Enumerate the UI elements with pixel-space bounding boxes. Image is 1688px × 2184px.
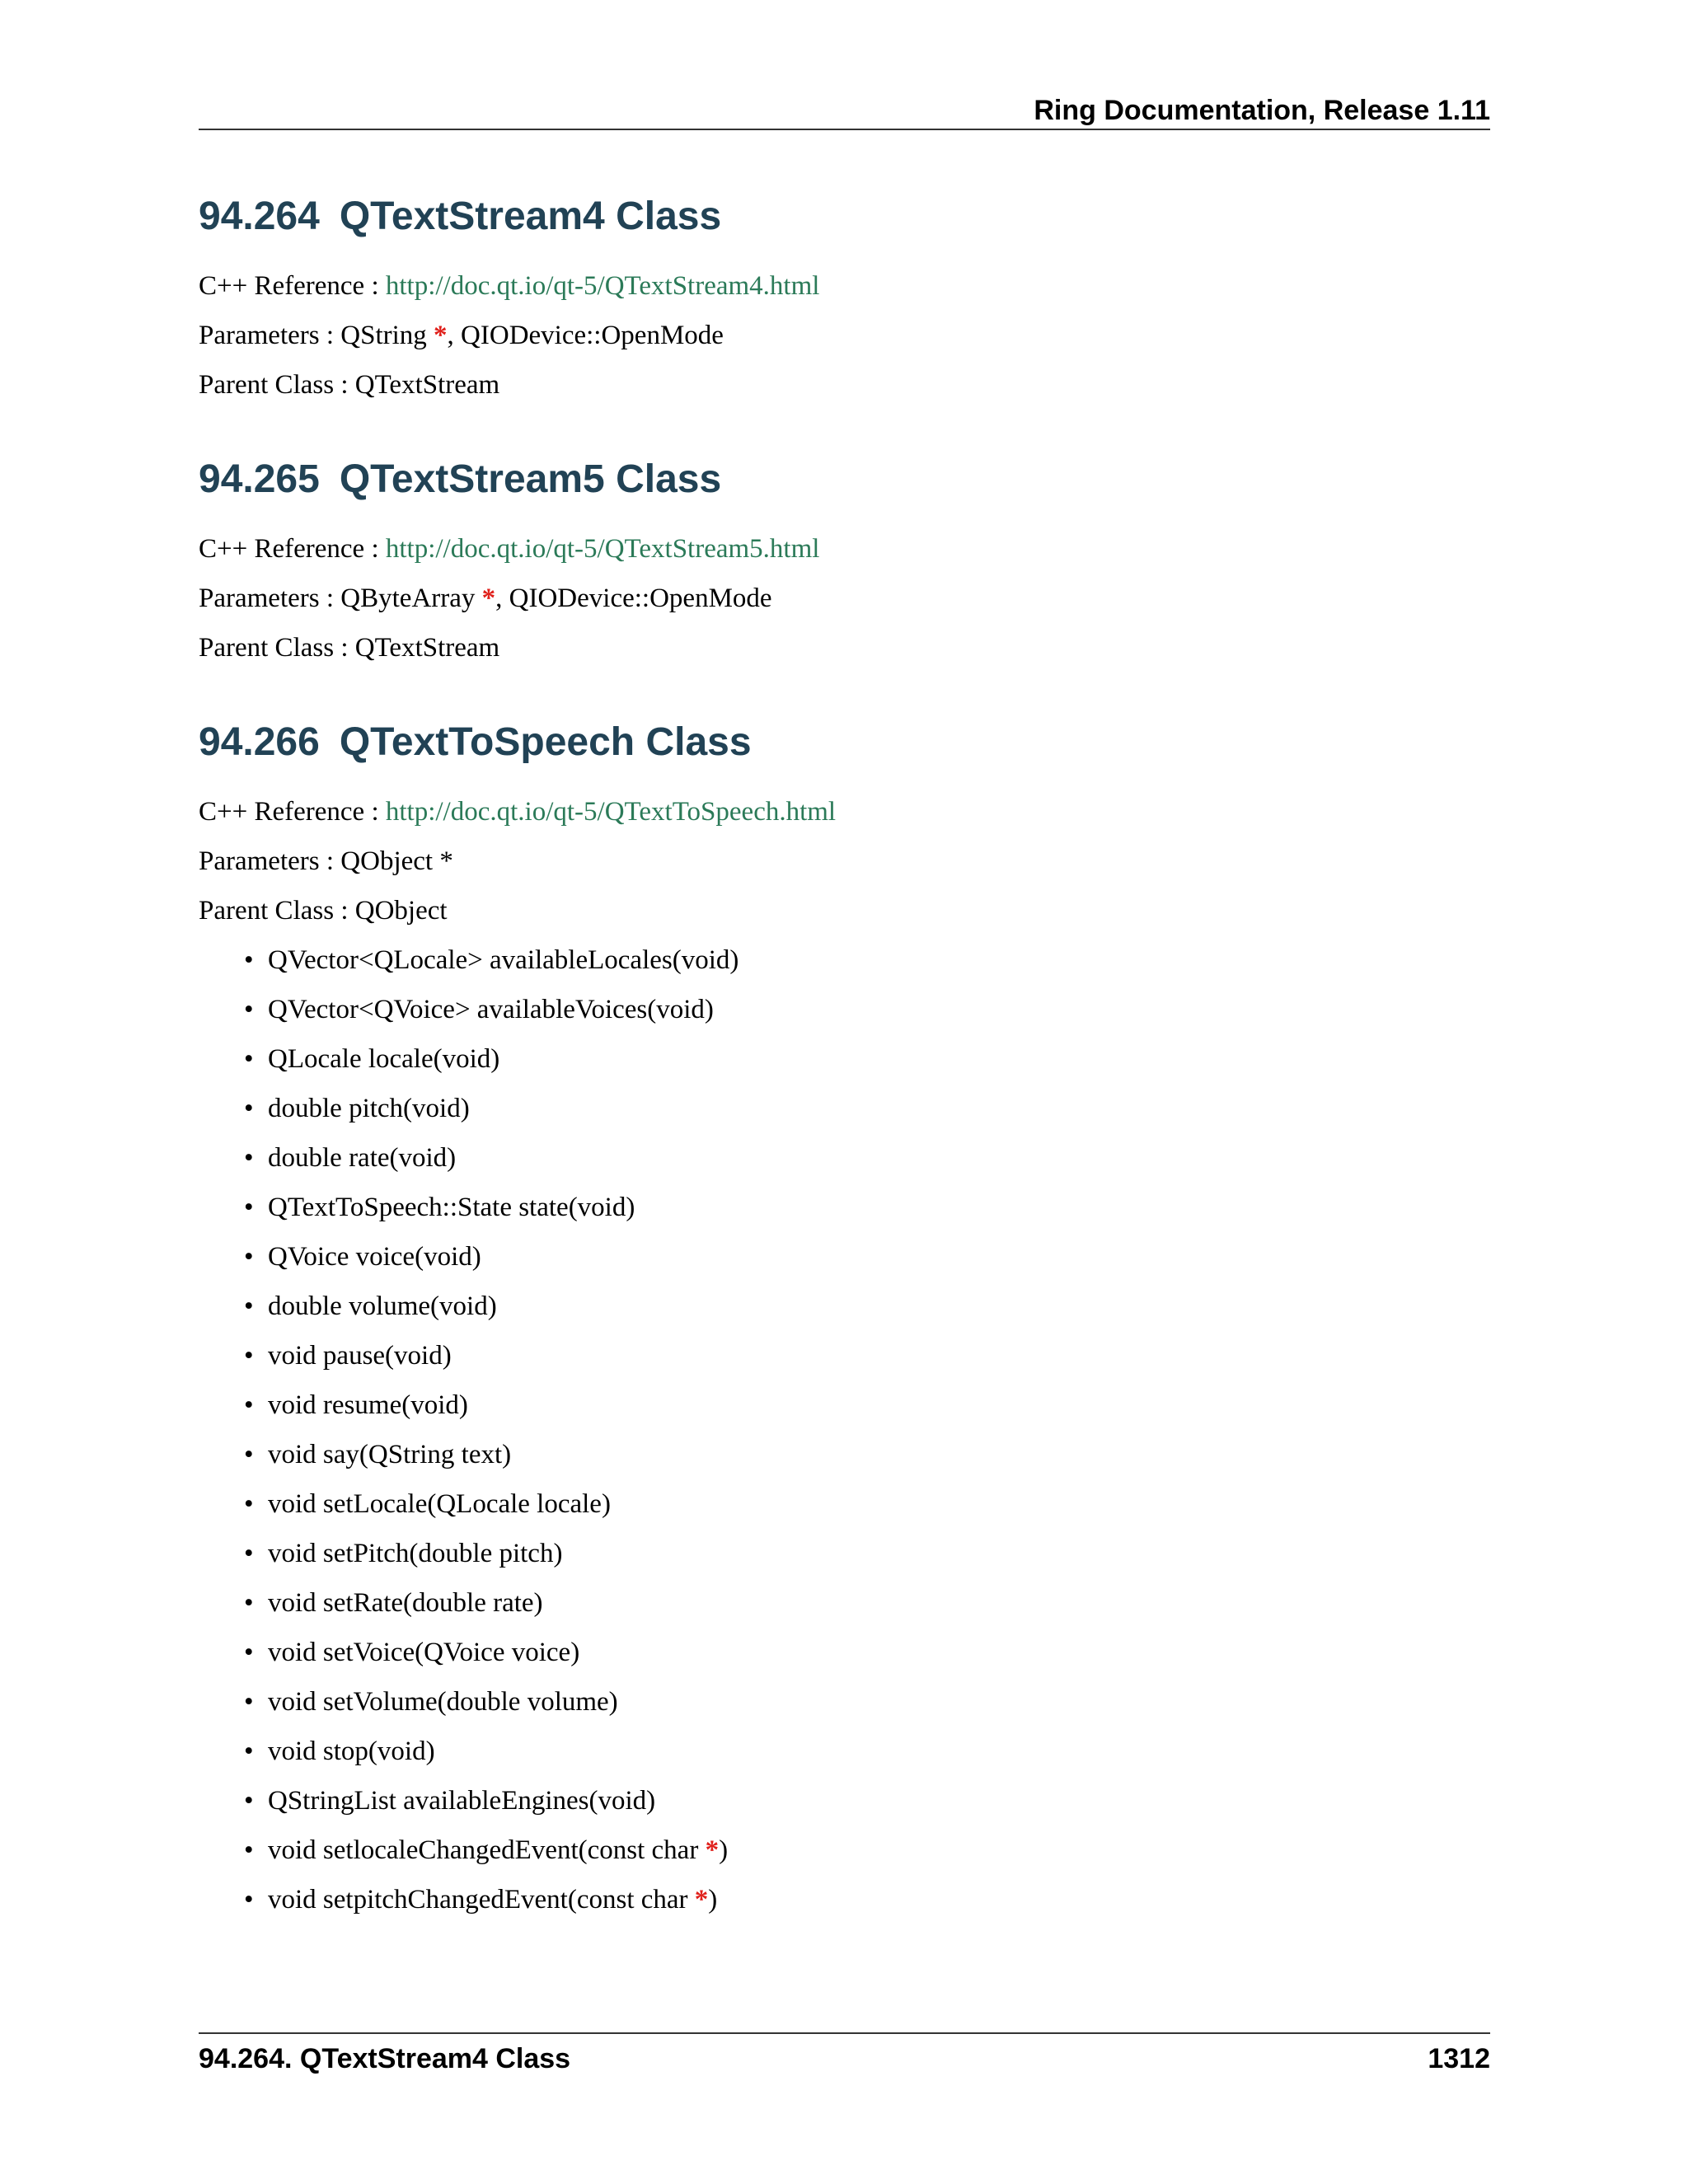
running-title: Ring Documentation, Release 1.11 — [1034, 95, 1490, 126]
method-item — [244, 1537, 1490, 1570]
bullet-icon: • — [244, 1539, 254, 1568]
parameters-label: Parameters : — [199, 583, 341, 613]
method-signature: void say(QString text) — [268, 1440, 512, 1469]
page-footer — [199, 2032, 1490, 2082]
bullet-icon: • — [244, 1786, 254, 1816]
footer-section-title: 94.264. QTextStream4 Class — [199, 2043, 571, 2074]
method-signature: QVector<QLocale> availableLocales(void) — [268, 945, 739, 975]
parent-value: QTextStream — [354, 370, 500, 400]
pointer-star: * — [481, 583, 496, 613]
reference-link[interactable]: http://doc.qt.io/qt-5/QTextStream5.html — [385, 534, 820, 564]
document-content — [199, 181, 1490, 1933]
parent-class-line — [199, 894, 1490, 927]
bullet-icon: • — [244, 1094, 254, 1123]
method-item — [244, 1191, 1490, 1224]
method-item — [244, 944, 1490, 977]
method-signature: void setpitchChangedEvent(const char — [268, 1885, 695, 1915]
reference-link[interactable]: http://doc.qt.io/qt-5/QTextToSpeech.html — [385, 797, 837, 827]
method-signature: void setVolume(double volume) — [268, 1687, 618, 1717]
method-item — [244, 1141, 1490, 1174]
section-title: QTextToSpeech Class — [339, 720, 752, 764]
method-item — [244, 1636, 1490, 1669]
bullet-icon: • — [244, 995, 254, 1024]
method-signature: void pause(void) — [268, 1341, 452, 1371]
parent-label: Parent Class : — [199, 633, 355, 663]
method-signature: void setLocale(QLocale locale) — [268, 1489, 611, 1519]
method-item — [244, 993, 1490, 1026]
method-signature: QVector<QVoice> availableVoices(void) — [268, 995, 714, 1024]
method-signature: QVoice voice(void) — [268, 1242, 481, 1272]
parameters-line — [199, 582, 1490, 615]
section-number: 94.266 — [199, 720, 320, 764]
section-number: 94.265 — [199, 457, 320, 501]
reference-link[interactable]: http://doc.qt.io/qt-5/QTextStream4.html — [385, 271, 820, 301]
section-qtextstream4 — [199, 194, 1490, 401]
method-item — [244, 1240, 1490, 1273]
parameters-rest: , QIODevice::OpenMode — [447, 321, 724, 350]
method-signature: void resume(void) — [268, 1390, 468, 1420]
parent-class-line — [199, 631, 1490, 664]
parameters-value: QObject * — [340, 846, 453, 876]
method-signature: void stop(void) — [268, 1736, 435, 1766]
parent-value: QTextStream — [354, 633, 500, 663]
method-signature: QStringList availableEngines(void) — [268, 1786, 656, 1816]
method-signature: double rate(void) — [268, 1143, 457, 1173]
bullet-icon: • — [244, 1835, 254, 1865]
bullet-icon: • — [244, 1588, 254, 1618]
parent-label: Parent Class : — [199, 896, 355, 926]
method-item — [244, 1339, 1490, 1372]
pointer-star: * — [705, 1835, 720, 1865]
method-item — [244, 1834, 1490, 1867]
bullet-icon: • — [244, 1489, 254, 1519]
bullet-icon: • — [244, 1440, 254, 1469]
pointer-star: * — [434, 321, 448, 350]
bullet-icon: • — [244, 1687, 254, 1717]
bullet-icon: • — [244, 1885, 254, 1915]
reference-line — [199, 269, 1490, 302]
reference-label: C++ Reference : — [199, 271, 386, 301]
pointer-star: * — [694, 1885, 709, 1915]
page-number: 1312 — [1428, 2043, 1490, 2074]
method-signature-end: ) — [708, 1885, 718, 1915]
parent-label: Parent Class : — [199, 370, 355, 400]
section-heading — [199, 194, 1490, 240]
method-signature: void setlocaleChangedEvent(const char — [268, 1835, 706, 1865]
method-signature: double pitch(void) — [268, 1094, 470, 1123]
method-list — [199, 944, 1490, 1916]
section-qtexttospeech — [199, 719, 1490, 1916]
parameters-line — [199, 845, 1490, 878]
method-signature: void setRate(double rate) — [268, 1588, 543, 1618]
parent-class-line — [199, 368, 1490, 401]
parameters-line — [199, 319, 1490, 352]
section-title: QTextStream4 Class — [339, 194, 722, 238]
method-item — [244, 1438, 1490, 1471]
method-signature: QLocale locale(void) — [268, 1044, 500, 1074]
parent-value: QObject — [354, 896, 448, 926]
method-signature: double volume(void) — [268, 1291, 497, 1321]
method-item — [244, 1784, 1490, 1817]
reference-line — [199, 795, 1490, 828]
parameters-type: QByteArray — [340, 583, 482, 613]
bullet-icon: • — [244, 1143, 254, 1173]
bullet-icon: • — [244, 1341, 254, 1371]
section-number: 94.264 — [199, 194, 320, 238]
parameters-label: Parameters : — [199, 321, 341, 350]
method-item — [244, 1290, 1490, 1323]
method-signature-end: ) — [719, 1835, 729, 1865]
bullet-icon: • — [244, 1736, 254, 1766]
method-item — [244, 1043, 1490, 1076]
parameters-label: Parameters : — [199, 846, 341, 876]
method-signature: void setVoice(QVoice voice) — [268, 1638, 580, 1667]
bullet-icon: • — [244, 945, 254, 975]
method-item — [244, 1389, 1490, 1422]
method-signature: QTextToSpeech::State state(void) — [268, 1193, 635, 1222]
reference-line — [199, 532, 1490, 565]
bullet-icon: • — [244, 1044, 254, 1074]
bullet-icon: • — [244, 1390, 254, 1420]
section-qtextstream5 — [199, 457, 1490, 664]
method-item — [244, 1488, 1490, 1521]
reference-label: C++ Reference : — [199, 534, 386, 564]
method-item — [244, 1883, 1490, 1916]
parameters-rest: , QIODevice::OpenMode — [495, 583, 772, 613]
method-item — [244, 1735, 1490, 1768]
bullet-icon: • — [244, 1291, 254, 1321]
bullet-icon: • — [244, 1193, 254, 1222]
method-signature: void setPitch(double pitch) — [268, 1539, 563, 1568]
page-header — [199, 92, 1490, 130]
method-item — [244, 1092, 1490, 1125]
bullet-icon: • — [244, 1638, 254, 1667]
section-heading — [199, 457, 1490, 503]
section-title: QTextStream5 Class — [339, 457, 722, 501]
method-item — [244, 1685, 1490, 1718]
section-heading — [199, 719, 1490, 766]
reference-label: C++ Reference : — [199, 797, 386, 827]
method-item — [244, 1586, 1490, 1619]
parameters-type: QString — [340, 321, 434, 350]
bullet-icon: • — [244, 1242, 254, 1272]
